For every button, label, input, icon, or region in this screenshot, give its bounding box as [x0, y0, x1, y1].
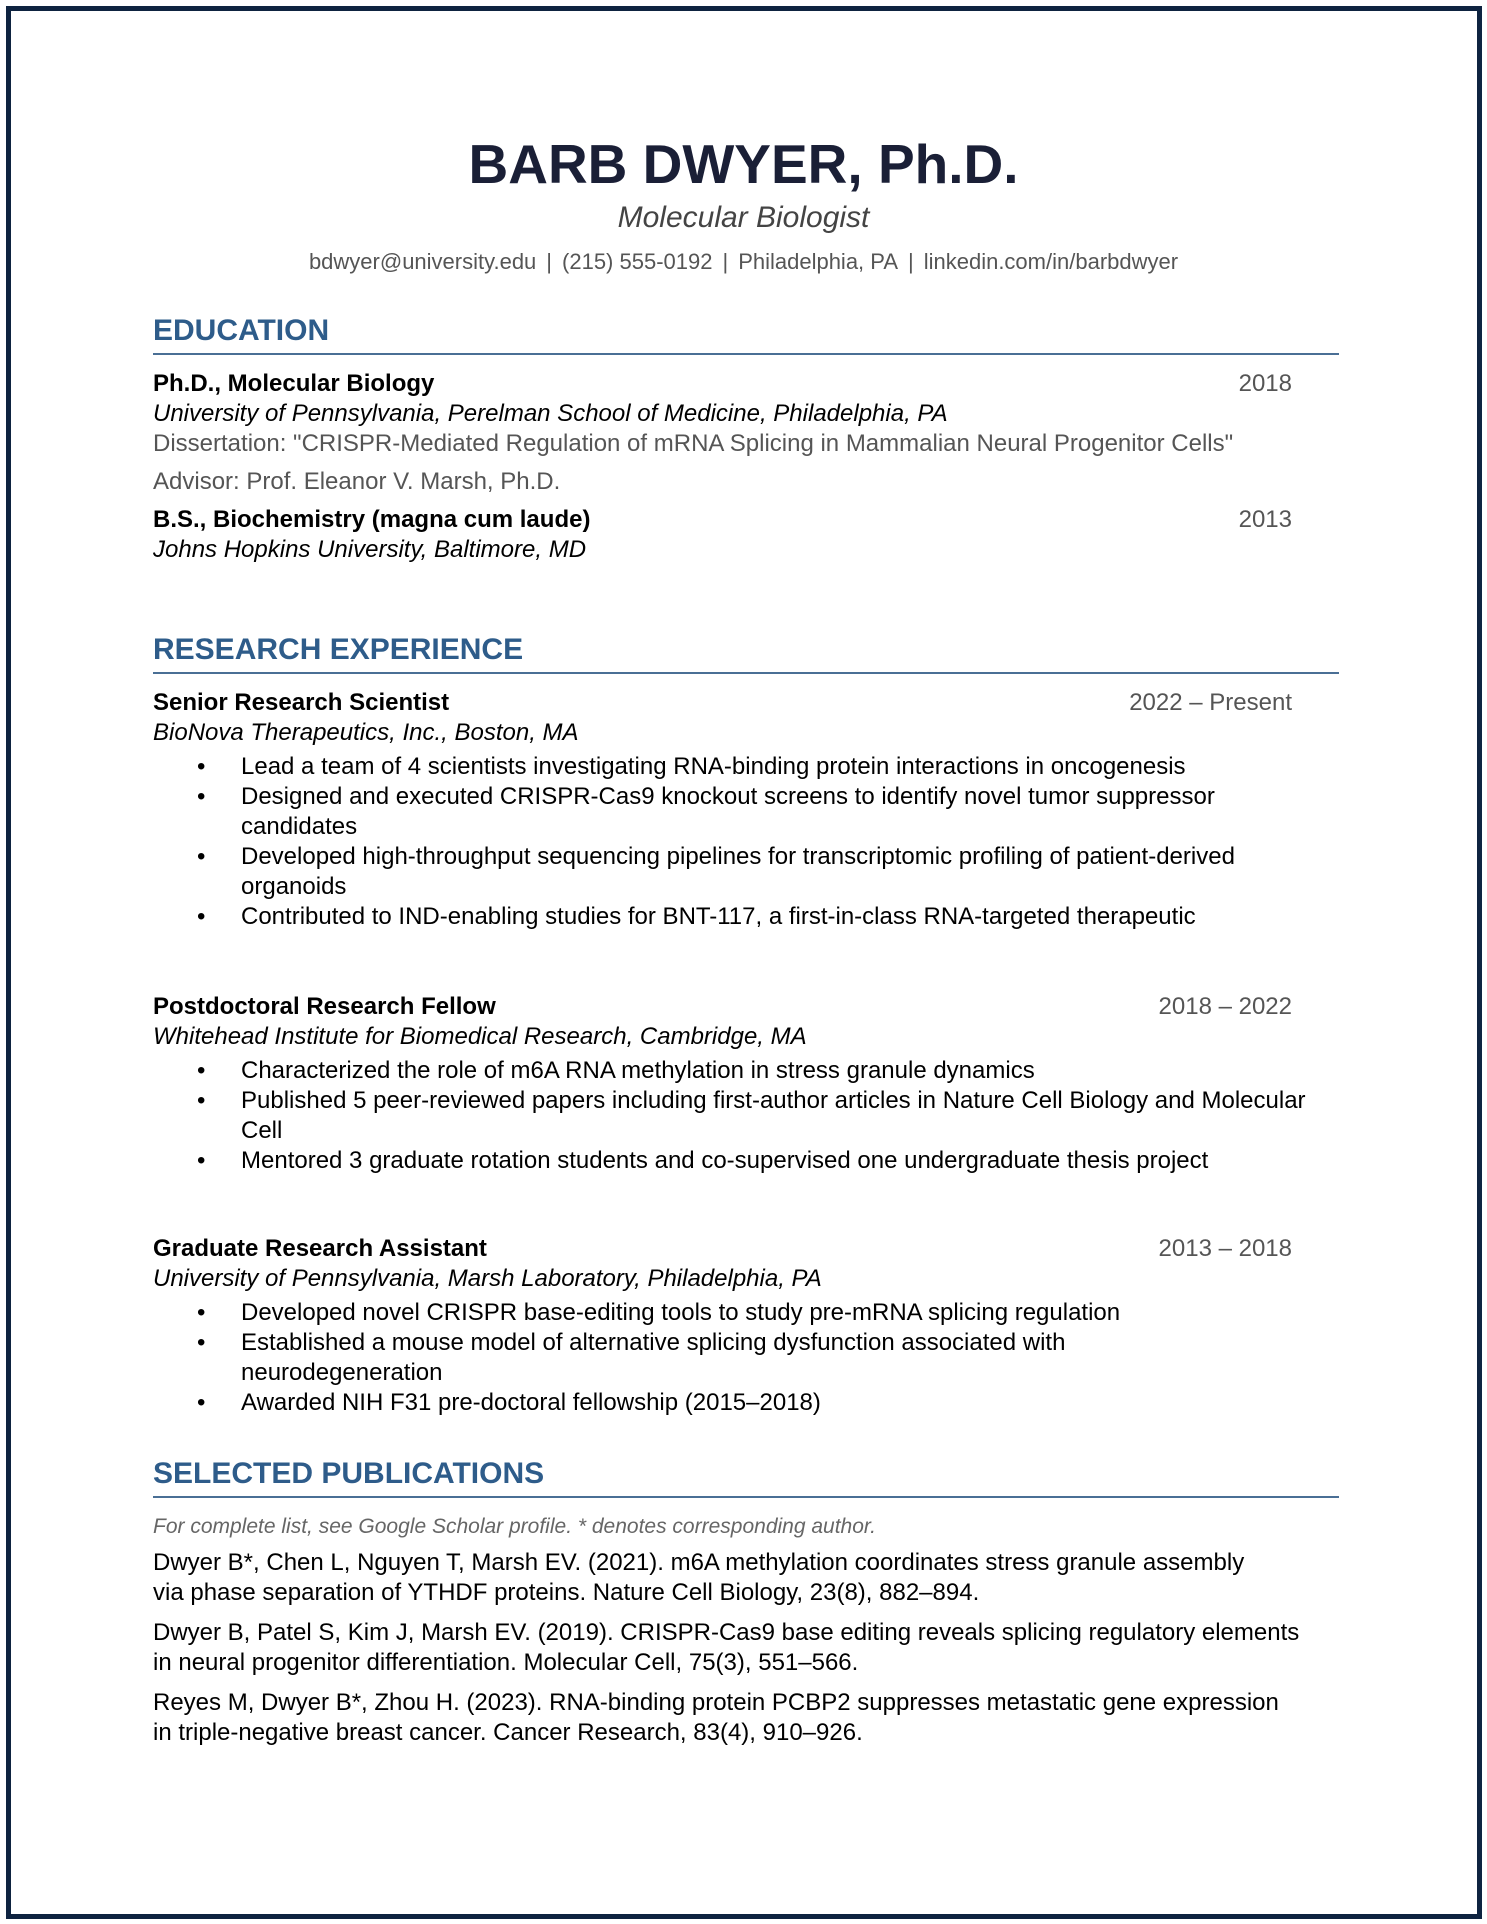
publication-item: Dwyer B*, Chen L, Nguyen T, Marsh EV. (2021). m6A methylation coordinates stress granule assembly via phase separation of YTHDF proteins. Nature Cell Biology, 23(8), 882–894. [153, 1549, 1245, 1606]
bullet-icon: • [197, 1057, 206, 1084]
contact-linkedin[interactable]: linkedin.com/in/barbdwyer [923, 249, 1179, 274]
bullet-icon: • [197, 1147, 206, 1174]
bullet-item: • Established a mouse model of alternative splicing dysfunction associated with neurodegeneration [197, 1329, 1066, 1386]
candidate-name: BARB DWYER, Ph.D. [468, 133, 1019, 195]
section-heading-education: EDUCATION [153, 313, 1339, 355]
publications-section [153, 1512, 1339, 1758]
bullet-icon: • [197, 1389, 206, 1416]
bullet-icon: • [197, 753, 206, 780]
contact-line [0, 247, 1487, 277]
bullet-icon: • [197, 843, 206, 870]
publications-note: For complete list, see Google Scholar profile. * denotes corresponding author. [153, 1515, 876, 1538]
contact-email[interactable]: bdwyer@university.edu [308, 249, 537, 274]
bullet-icon: • [197, 1087, 206, 1114]
job-dates: 2018 – 2022 [1158, 993, 1292, 1020]
bullet-item: • Awarded NIH F31 pre-doctoral fellowship (2015–2018) [197, 1389, 821, 1416]
job-org: University of Pennsylvania, Marsh Laboratory, Philadelphia, PA [153, 1265, 822, 1292]
institution: Johns Hopkins University, Baltimore, MD [153, 536, 587, 563]
degree-year: 2018 [1238, 370, 1292, 397]
education-section [153, 369, 1339, 565]
job-title: Senior Research Scientist [153, 689, 450, 716]
contact-location: Philadelphia, PA [738, 249, 898, 274]
bullet-item: • Characterized the role of m6A RNA methylation in stress granule dynamics [197, 1057, 1035, 1084]
job-bullets [153, 1056, 1339, 1176]
contact-phone[interactable]: (215) 555-0192 [562, 249, 713, 274]
job-entry [153, 992, 1339, 1176]
job-dates: 2013 – 2018 [1158, 1235, 1292, 1262]
degree: B.S., Biochemistry (magna cum laude) [153, 506, 591, 533]
bullet-item: • Developed high-throughput sequencing pipelines for transcriptomic profiling of patient-derived organoids [197, 843, 1235, 900]
education-entry-bs [153, 505, 1339, 565]
advisor: Advisor: Prof. Eleanor V. Marsh, Ph.D. [153, 468, 561, 495]
bullet-icon: • [197, 783, 206, 810]
education-entry-phd [153, 369, 1339, 497]
job-org: Whitehead Institute for Biomedical Research, Cambridge, MA [153, 1023, 807, 1050]
degree-year: 2013 [1238, 506, 1292, 533]
bullet-icon: • [197, 1329, 206, 1356]
section-heading-publications: SELECTED PUBLICATIONS [153, 1456, 1339, 1498]
institution: University of Pennsylvania, Perelman School of Medicine, Philadelphia, PA [153, 400, 948, 427]
bullet-item: • Contributed to IND-enabling studies for BNT-117, a first-in-class RNA-targeted therapeutic [197, 903, 1196, 930]
job-bullets [153, 752, 1339, 932]
job-bullets [153, 1298, 1339, 1418]
bullet-item: • Published 5 peer-reviewed papers including first-author articles in Nature Cell Biology and Molecular Cell [197, 1087, 1306, 1144]
job-dates: 2022 – Present [1129, 689, 1292, 716]
job-title: Postdoctoral Research Fellow [153, 993, 496, 1020]
degree: Ph.D., Molecular Biology [153, 370, 435, 397]
separator: | [546, 249, 553, 274]
separator: | [722, 249, 729, 274]
job-org: BioNova Therapeutics, Inc., Boston, MA [153, 719, 579, 746]
bullet-icon: • [197, 1299, 206, 1326]
publication-item: Dwyer B, Patel S, Kim J, Marsh EV. (2019). CRISPR-Cas9 base editing reveals splicing regulatory elements in neural progenitor differentiation. Molecular Cell, 75(3), 551–566. [153, 1619, 1300, 1676]
bullet-item: • Developed novel CRISPR base-editing tools to study pre-mRNA splicing regulation [197, 1299, 1121, 1326]
candidate-title: Molecular Biologist [617, 201, 870, 234]
job-entry [153, 1234, 1339, 1418]
separator: | [908, 249, 914, 274]
dissertation: Dissertation: "CRISPR-Mediated Regulation of mRNA Splicing in Mammalian Neural Progenitor Cells" [153, 430, 1234, 457]
bullet-item: • Mentored 3 graduate rotation students and co-supervised one undergraduate thesis project [197, 1147, 1209, 1174]
bullet-icon: • [197, 903, 206, 930]
publication-item: Reyes M, Dwyer B*, Zhou H. (2023). RNA-binding protein PCBP2 suppresses metastatic gene expression in triple-negative breast cancer. Cancer Research, 83(4), 910–926. [153, 1689, 1279, 1746]
bullet-item: • Lead a team of 4 scientists investigating RNA-binding protein interactions in oncogenesis [197, 753, 1186, 780]
bullet-item: • Designed and executed CRISPR-Cas9 knockout screens to identify novel tumor suppressor candidates [197, 783, 1215, 840]
job-title: Graduate Research Assistant [153, 1235, 487, 1262]
job-entry [153, 688, 1339, 932]
section-heading-experience: RESEARCH EXPERIENCE [153, 632, 1339, 674]
